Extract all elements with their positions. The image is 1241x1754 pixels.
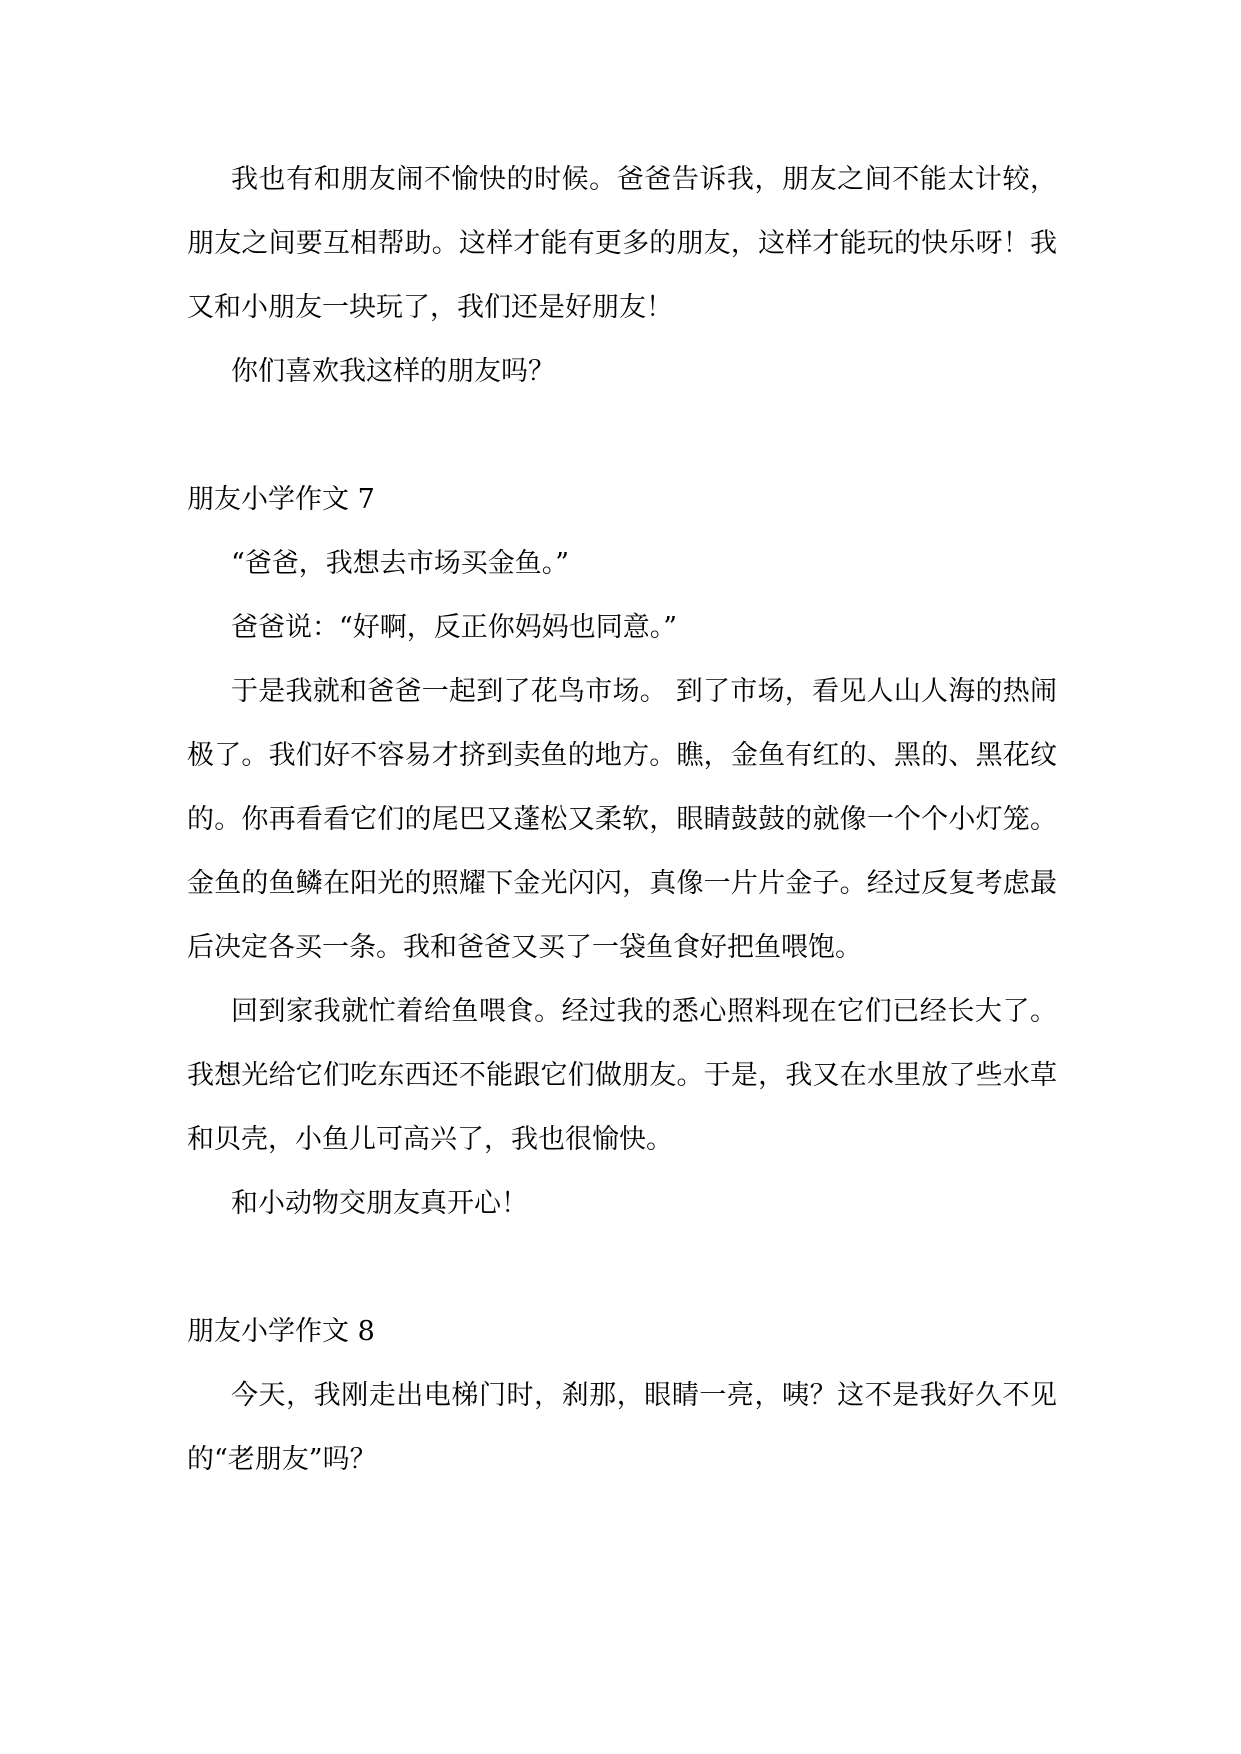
paragraph: 你们喜欢我这样的朋友吗？ bbox=[231, 356, 555, 387]
section-gap bbox=[187, 1236, 1057, 1300]
paragraph: 我也有和朋友闹不愉快的时候。爸爸告诉我，朋友之间不能太计较，朋友之间要互相帮助。这样才能有更多的朋友，这样才能玩的快乐呀！我又和小朋友一块玩了，我们还是好朋友！ bbox=[187, 164, 1057, 323]
paragraph: “爸爸，我想去市场买金鱼。” bbox=[231, 548, 570, 579]
paragraph: 和小动物交朋友真开心！ bbox=[231, 1188, 528, 1219]
paragraph: 今天，我刚走出电梯门时，刹那，眼睛一亮，咦？这不是我好久不见的“老朋友”吗？ bbox=[187, 1380, 1057, 1475]
document-body bbox=[187, 148, 1057, 1492]
section-gap bbox=[187, 404, 1057, 468]
section-heading: 朋友小学作文 7 bbox=[187, 484, 375, 515]
paragraph: 于是我就和爸爸一起到了花鸟市场。 到了市场，看见人山人海的热闹极了。我们好不容易才挤到卖鱼的地方。瞧，金鱼有红的、黑的、黑花纹的。你再看看它们的尾巴又蓬松又柔软，眼睛鼓鼓的就像一个个小灯笼。金鱼的鱼鳞在阳光的照耀下金光闪闪，真像一片片金子。经过反复考虑最后决定各买一条。我和爸爸又买了一袋鱼食好把鱼喂饱。 bbox=[187, 676, 1057, 963]
paragraph: 爸爸说：“好啊，反正你妈妈也同意。” bbox=[231, 612, 678, 643]
section-heading: 朋友小学作文 8 bbox=[187, 1316, 375, 1347]
paragraph: 回到家我就忙着给鱼喂食。经过我的悉心照料现在它们已经长大了。我想光给它们吃东西还不能跟它们做朋友。于是，我又在水里放了些水草和贝壳，小鱼儿可高兴了，我也很愉快。 bbox=[187, 996, 1057, 1155]
